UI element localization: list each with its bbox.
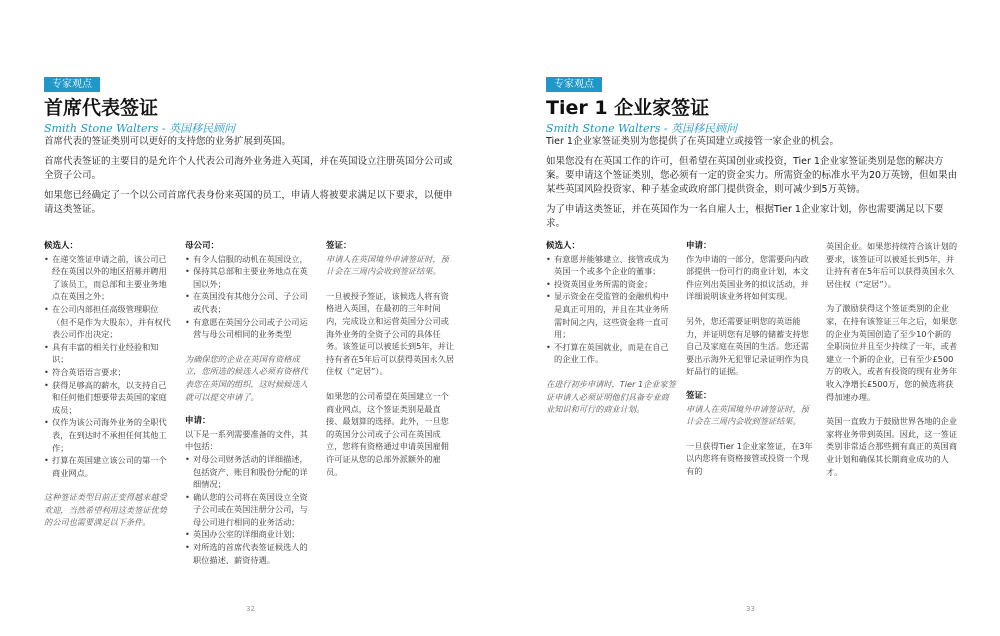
column-heading: 母公司： bbox=[185, 241, 220, 251]
list-item: • 有意愿并能够建立、接管或成为英国一个或多个企业的董事； bbox=[546, 253, 676, 278]
list-item: • 显示资金在受监管的金融机构中是真正可用的，并且在其业务所需时间之内，这些资金将一直可用； bbox=[546, 290, 676, 340]
list-item: • 符合英语语言要求； bbox=[44, 366, 174, 379]
intro-text bbox=[546, 135, 958, 237]
page-title: 首席代表签证 bbox=[44, 97, 159, 119]
list-item: • 具有丰富的相关行业经验和知识； bbox=[44, 341, 174, 366]
list-item: • 有意愿在英国分公司或子公司运营与母公司相同的业务类型 bbox=[185, 316, 315, 341]
intro-paragraph: 如果您已经确定了一个以公司首席代表身份来英国的员工，申请人将被要求满足以下要求，以便申请这类签证。 bbox=[44, 190, 453, 215]
page-subtitle: Smith Stone Walters - 英国移民顾问 bbox=[44, 122, 236, 135]
note-text: 在进行初步申请时，Tier 1企业家签证申请人必须证明他们具备专业商业知识和可行的商业计划。 bbox=[546, 378, 676, 415]
list-item: • 有令人信服的动机在英国设立， bbox=[185, 253, 315, 266]
documents-list bbox=[185, 453, 315, 566]
list-item: • 获得足够高的薪水，以支持自己和任何他们想要带去英国的家庭成员； bbox=[44, 379, 174, 417]
candidate-column bbox=[546, 240, 676, 416]
body-text: 如果您的公司希望在英国建立一个商业网点，这个签证类别是最直接、最划算的选择。此外，一旦您的英国分公司或子公司在英国成立，您将有资格通过申请英国雇佣许可证从您的总部外派额外的雇员。 bbox=[326, 390, 449, 477]
intro-paragraph: 为了申请这类签证，并在英国作为一名自雇人士，根据Tier 1企业家计划，你也需要满足以下要求。 bbox=[546, 204, 944, 229]
note-text: 为确保您的企业在英国有资格成立，您所选的候选人必须有资格代表您在英国的组织，这时候候选人就可以提交申请了。 bbox=[185, 353, 308, 402]
column-heading: 候选人： bbox=[44, 241, 79, 251]
page-number: 33 bbox=[746, 605, 755, 613]
note-text: 申请人在英国境外申请签证时，预计会在三周内会收到签证结果。 bbox=[686, 403, 809, 427]
list-item: • 在英国没有其他分公司、子公司或代表； bbox=[185, 290, 315, 315]
list-item: • 在公司内部担任高级管理职位（但不是作为大股东），并有权代表公司作出决定； bbox=[44, 303, 174, 341]
requirements-list bbox=[546, 253, 676, 366]
note-text: 这种签证类型目前正变得越来越受欢迎，当然希望利用这类签证优势的公司也需要满足以下条件。 bbox=[44, 492, 167, 528]
column-heading: 签证： bbox=[686, 390, 712, 401]
application-column bbox=[686, 240, 816, 478]
body-text: 以下是一系列需要准备的文件，其中包括： bbox=[185, 428, 308, 452]
list-item: • 对母公司财务活动的详细描述，包括资产、账目和股份分配的详细情况； bbox=[185, 453, 315, 491]
body-text: 英国一直致力于鼓励世界各地的企业家将业务带到英国。因此，这一签证类别非常适合那些拥有真正的英国商业计划和确保其长期商业成功的人才。 bbox=[826, 416, 958, 477]
body-text: 另外，您还需要证明您的英语能力，并证明您有足够的储蓄支持您自己及家庭在英国的生活。您还需要出示海外无犯罪记录证明作为良好品行的证据。 bbox=[686, 315, 809, 377]
intro-paragraph: Tier 1企业家签证类别为您提供了在英国建立或接管一家企业的机会。 bbox=[546, 136, 839, 147]
column-heading: 申请： bbox=[686, 241, 712, 251]
intro-paragraph: 首席代表的签证类别可以更好的支持您的业务扩展到英国。 bbox=[44, 136, 292, 147]
requirements-list bbox=[44, 253, 174, 480]
list-item: • 对所选的首席代表签证候选人的职位描述、薪资待遇。 bbox=[185, 541, 315, 566]
candidate-column bbox=[44, 240, 174, 529]
continuation-column bbox=[826, 240, 958, 478]
note-text: 申请人在英国境外申请签证时，预计会在三周内会收到签证结果。 bbox=[326, 253, 449, 277]
list-item: • 确认您的公司将在英国设立全资子公司或在英国注册分公司，与母公司进行相同的业务活动； bbox=[185, 491, 315, 529]
intro-paragraph: 首席代表签证的主要目的是允许个人代表公司海外业务进入英国，并在英国设立注册英国分公司或全资子公司。 bbox=[44, 156, 453, 181]
list-item: • 投资英国业务所需的资金； bbox=[546, 278, 676, 291]
list-item: • 打算在英国建立该公司的第一个商业网点。 bbox=[44, 454, 174, 479]
body-text: 为了激励获得这个签证类别的企业家，在持有该签证三年之后，如果您的企业为英国创造了至少10个新的全职岗位并且至少持续了一年，或者建立一个新的企业，已有至少£500万的收入，或者有投资的现有业务年收入净增长£500万，您的候选将获得加速办理。 bbox=[826, 303, 958, 402]
visa-column bbox=[326, 240, 456, 478]
right-page bbox=[500, 0, 1000, 636]
list-item: • 仅作为该公司海外业务的全职代表，在到达时不承担任何其他工作； bbox=[44, 416, 174, 454]
column-heading: 申请： bbox=[185, 416, 211, 427]
body-text: 一旦获得Tier 1企业家签证，在3年以内您将有资格接管或投资一个现有的 bbox=[686, 440, 813, 476]
body-text: 英国企业。如果您持续符合该计划的要求，该签证可以被延长到5年，并让持有者在5年后可以获得英国永久居住权（“定居”）。 bbox=[826, 241, 958, 289]
intro-text bbox=[44, 135, 456, 223]
requirements-list bbox=[185, 253, 315, 341]
page-number: 32 bbox=[246, 605, 255, 613]
page-title: Tier 1 企业家签证 bbox=[546, 97, 710, 119]
list-item: • 英国办公室的详细商业计划； bbox=[185, 528, 315, 541]
list-item: • 在递交签证申请之前，该公司已经在英国以外的地区招募并聘用了该员工，而总部和主要业务地点在英国之外； bbox=[44, 253, 174, 303]
page-subtitle: Smith Stone Walters - 英国移民顾问 bbox=[546, 122, 738, 135]
column-heading: 签证： bbox=[326, 241, 352, 251]
body-text: 一旦被授予签证，该候选人将有资格进入英国，在最初的三年时间内，完成设立和运营英国分公司或海外业务的全资子公司的具体任务。该签证可以被延长到5年，并让持有者在5年后可以获得英国永久居住权（“定居”）。 bbox=[326, 290, 455, 377]
expert-view-tag: 专家观点 bbox=[44, 77, 100, 92]
column-heading: 候选人： bbox=[546, 241, 581, 251]
intro-paragraph: 如果您没有在英国工作的许可，但希望在英国创业或投资，Tier 1企业家签证类别是您的解决方案。要申请这个签证类别，您必须有一定的资金实力。所需资金的标准水平为20万英镑，但如果由某些英国风险投资家、种子基金或政府部门提供资金，则可减少到5万英镑。 bbox=[546, 156, 958, 195]
list-item: • 不打算在英国就业，而是在自己的企业工作。 bbox=[546, 341, 676, 366]
body-text: 作为申请的一部分，您需要向内政部提供一份可行的商业计划，本文件应列出英国业务的拟议活动，并详细说明该业务将如何实现。 bbox=[686, 253, 809, 302]
list-item: • 保持其总部和主要业务地点在英国以外； bbox=[185, 265, 315, 290]
expert-view-tag: 专家观点 bbox=[546, 77, 602, 92]
parent-company-column bbox=[185, 240, 315, 566]
